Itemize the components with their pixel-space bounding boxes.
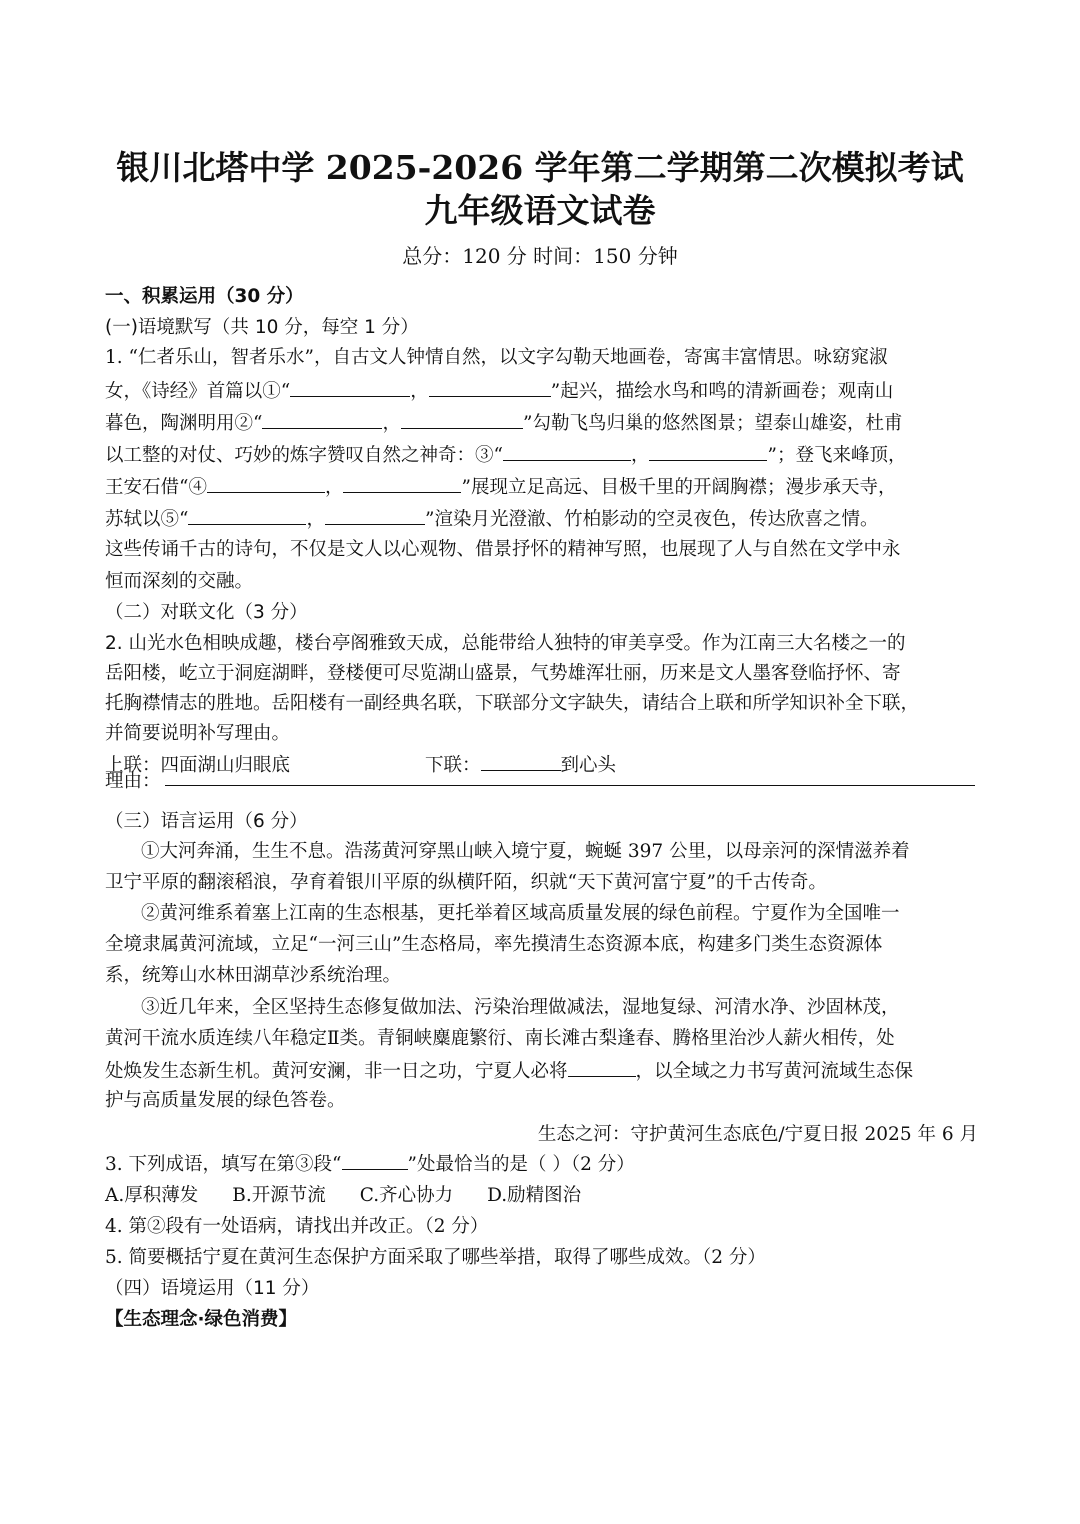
option-a[interactable]: A.厚积薄发: [105, 1185, 199, 1206]
blank-2a[interactable]: [262, 410, 382, 429]
q1-text-g: 王安石借“④: [105, 477, 207, 498]
comma: ，: [306, 509, 325, 530]
q1-line-4: [105, 442, 985, 468]
blank-4a[interactable]: [207, 474, 325, 493]
q2-line-1: 2. 山光水色相映成趣，楼台亭阁雅致天成，总能带给人独特的审美享受。作为江南三大名楼之一的: [105, 633, 906, 654]
part4-subheading: 【生态理念·绿色消费】: [105, 1309, 298, 1330]
lower-couplet-blank[interactable]: [481, 752, 561, 771]
q3-options: [105, 1184, 985, 1208]
part3-heading: （三）语言运用（6 分）: [105, 811, 308, 832]
blank-3a[interactable]: [503, 442, 631, 461]
reason-answer-line[interactable]: [165, 785, 975, 786]
para2-line-3: 系，统筹山水林田湖草沙系统治理。: [105, 965, 402, 986]
q2-line-3: 托胸襟情志的胜地。岳阳楼有一副经典名联，下联部分文字缺失，请结合上联和所学知识补全下联，: [105, 693, 920, 714]
q1-text-i: 苏轼以⑤“: [105, 509, 189, 530]
q1-text-f: ”；登飞来峰顶，: [767, 445, 907, 466]
score-time-info: 总分：120 分 时间：150 分钟: [402, 244, 678, 268]
idiom-blank[interactable]: [568, 1058, 636, 1077]
q1-line-3: [105, 410, 985, 436]
blank-3b[interactable]: [649, 442, 767, 461]
para3-line-1: ③近几年来，全区坚持生态修复做加法、污染治理做减法，湿地复绿、河清水净、沙固林茂，: [141, 997, 900, 1018]
q3-blank: [342, 1151, 408, 1170]
q1-text-j: ”渲染月光澄澈、竹柏影动的空灵夜色，传达欣喜之情。: [424, 509, 879, 530]
part1-heading: (一)语境默写（共 10 分，每空 1 分）: [105, 317, 419, 338]
para3-line-2: 黄河干流水质连续八年稳定Ⅱ类。青铜峡麋鹿繁衍、南长滩古梨逢春、腾格里治沙人薪火相传，处: [105, 1028, 895, 1049]
para3-text-b: ，以全域之力书写黄河流域生态保: [635, 1061, 914, 1082]
option-c[interactable]: C.齐心协力: [359, 1185, 454, 1206]
q3: [105, 1151, 985, 1177]
para3-line-4: 护与高质量发展的绿色答卷。: [105, 1090, 346, 1111]
q1-line-8: 恒而深刻的交融。: [105, 571, 254, 592]
para3-line-3: [105, 1058, 985, 1084]
comma: ，: [382, 413, 401, 434]
q1-line-5: [105, 474, 985, 500]
comma: ，: [630, 445, 650, 466]
para2-line-2: 全境隶属黄河流域，立足“一河三山”生态格局，率先摸清生态资源本底，构建多门类生态资源体: [105, 934, 883, 955]
q4: 4. 第②段有一处语病，请找出并改正。（2 分）: [105, 1216, 489, 1237]
para1-line-2: 卫宁平原的翻滚稻浪，孕育着银川平原的纵横阡陌，织就“天下黄河富宁夏”的千古传奇。: [105, 872, 827, 893]
part4-heading: （四）语境运用（11 分）: [105, 1278, 320, 1299]
q3-text-a: 3. 下列成语，填写在第③段“: [105, 1154, 342, 1175]
blank-4b[interactable]: [343, 474, 461, 493]
option-b[interactable]: B.开源节流: [232, 1185, 326, 1206]
reason-label: 理由：: [105, 771, 161, 792]
q1-text-c: 暮色，陶渊明用②“: [105, 413, 263, 434]
section1-heading: 一、积累运用（30 分）: [105, 286, 304, 307]
blank-5a[interactable]: [188, 506, 306, 525]
q3-text-b: ”处最恰当的是（ ）（2 分）: [407, 1154, 635, 1175]
q1-line-6: [105, 506, 985, 532]
q1-text-a: 女，《诗经》首篇以①“: [105, 381, 291, 402]
para3-text-a: 处焕发生态新生机。黄河安澜，非一日之功，宁夏人必将: [105, 1061, 568, 1082]
exam-title: 银川北塔中学 2025-2026 学年第二学期第二次模拟考试: [116, 148, 964, 187]
q1-line-1: 1. “仁者乐山，智者乐水”，自古文人钟情自然，以文字勾勒天地画卷，寄寓丰富情思。咏窈窕淑: [105, 347, 888, 368]
para2-line-1: ②黄河维系着塞上江南的生态根基，更托举着区域高质量发展的绿色前程。宁夏作为全国唯一: [141, 903, 900, 924]
option-d[interactable]: D.励精图治: [487, 1185, 582, 1206]
blank-5b[interactable]: [325, 506, 425, 525]
comma: ，: [324, 477, 344, 498]
part2-heading: （二）对联文化（3 分）: [105, 602, 308, 623]
lower-couplet-label: 下联：: [425, 755, 481, 776]
q2-line-4: 并简要说明补写理由。: [105, 723, 291, 744]
q1-text-h: ”展现立足高远、目极千里的开阔胸襟；漫步承天寺，: [461, 477, 897, 498]
q1-text-e: 以工整的对仗、巧妙的炼字赞叹自然之神奇：③“: [105, 445, 503, 466]
exam-subtitle: 九年级语文试卷: [424, 191, 656, 230]
q1-text-d: ”勾勒飞鸟归巢的悠然图景；望泰山雄姿，杜甫: [522, 413, 903, 434]
q1-line-2: [105, 378, 985, 404]
q1-text-b: ”起兴，描绘水鸟和鸣的清新画卷；观南山: [550, 381, 894, 402]
upper-couplet: 上联：四面湖山归眼底: [105, 755, 291, 776]
q2-line-2: 岳阳楼，屹立于洞庭湖畔，登楼便可尽览湖山盛景，气势雄浑壮丽，历来是文人墨客登临抒怀、寄: [105, 663, 901, 684]
para1-line-1: ①大河奔涌，生生不息。浩荡黄河穿黑山峡入境宁夏，蜿蜒 397 公里，以母亲河的深情滋养着: [141, 841, 910, 862]
comma: ，: [410, 381, 429, 402]
q5: 5. 简要概括宁夏在黄河生态保护方面采取了哪些举措，取得了哪些成效。（2 分）: [105, 1247, 766, 1268]
blank-2b[interactable]: [401, 410, 523, 429]
blank-1a[interactable]: [290, 378, 410, 397]
lower-couplet-suffix: 到心头: [560, 755, 617, 776]
blank-1b[interactable]: [429, 378, 551, 397]
q1-line-7: 这些传诵千古的诗句，不仅是文人以心观物、借景抒怀的精神写照，也展现了人与自然在文学中永: [105, 539, 901, 560]
article-source: 生态之河：守护黄河生态底色/宁夏日报 2025 年 6 月: [537, 1124, 978, 1145]
